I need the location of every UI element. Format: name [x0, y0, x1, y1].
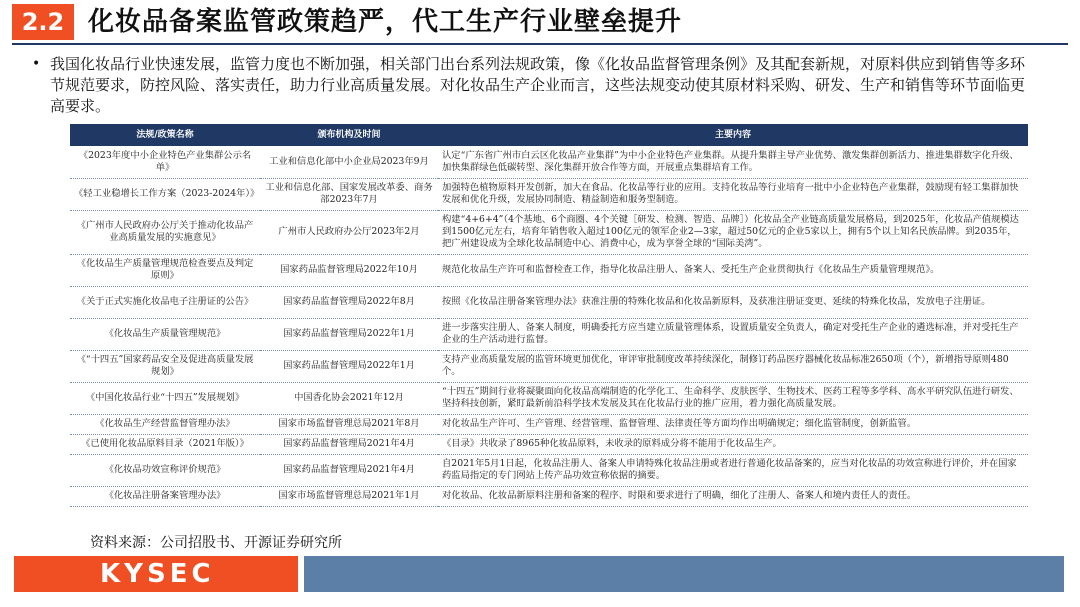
policy-org-cell: 工业和信息化部中小企业局2023年9月 [260, 146, 438, 178]
footer-logo-block [14, 556, 298, 592]
column-header-org: 颁布机构及时间 [260, 124, 438, 146]
policy-org-cell: 国家药品监督管理局2022年8月 [260, 286, 438, 318]
slide-title: 化妆品备案监管政策趋严，代工生产行业壁垒提升 [88, 7, 683, 37]
table-row [70, 286, 1028, 318]
intro-paragraph [32, 54, 1030, 117]
policy-content-cell: 对化妆品生产许可、生产管理、经营管理、监督管理、法律责任等方面均作出明确规定；细化监管制度，创新监管。 [438, 414, 1028, 434]
policy-org-cell: 国家药品监督管理局2021年4月 [260, 454, 438, 486]
source-note: 资料来源：公司招股书、开源证券研究所 [90, 535, 342, 551]
policy-name-cell: 《“十四五”国家药品安全及促进高质量发展规划》 [70, 350, 260, 382]
policy-org-cell: 工业和信息化部、国家发展改革委、商务部2023年7月 [260, 178, 438, 210]
policy-content-cell: 进一步落实注册人、备案人制度，明确委托方应当建立质量管理体系，设置质量安全负责人，确定对受托生产企业的遴选标准，并对受托生产企业的生产活动进行监督。 [438, 318, 1028, 350]
table-header-row [70, 124, 1028, 146]
kysec-logo: KYSEC [100, 559, 215, 589]
slide-header [0, 0, 1080, 44]
policy-content-cell: 支持产业高质量发展的监管环境更加优化，审评审批制度改革持续深化，制修订药品医疗器械化妆品标准2650项（个），新增指导原则480个。 [438, 350, 1028, 382]
title-divider [12, 43, 1068, 45]
intro-text: 我国化妆品行业快速发展，监管力度也不断加强，相关部门出台系列法规政策，像《化妆品监督管理条例》及其配套新规，对原料供应到销售等多环节规范要求，防控风险、落实责任，助力行业高质量发展。对化妆品生产企业而言，这些法规变动使其原材料采购、研发、生产和销售等环节面临更高要求。 [50, 55, 1026, 115]
policy-org-cell: 国家市场监督管理总局2021年1月 [260, 486, 438, 506]
policy-name-cell: 《2023年度中小企业特色产业集群公示名单》 [70, 146, 260, 178]
table-row [70, 434, 1028, 454]
policy-content-cell: “十四五”期间行业将凝聚面向化妆品高端制造的化学化工、生命科学、皮肤医学、生物技术、医药工程等多学科、高水平研究队伍进行研发、坚持科技创新，紧盯最新前沿科学技术发展及其在化妆品行业的推广应用，着力强化高质量发展。 [438, 382, 1028, 414]
policy-name-cell: 《广州市人民政府办公厅关于推动化妆品产业高质量发展的实施意见》 [70, 210, 260, 254]
policy-org-cell: 国家药品监督管理局2022年1月 [260, 350, 438, 382]
column-header-name: 法规/政策名称 [70, 124, 260, 146]
policy-org-cell: 国家药品监督管理局2022年10月 [260, 254, 438, 286]
policy-org-cell: 国家市场监督管理总局2021年8月 [260, 414, 438, 434]
table-row [70, 254, 1028, 286]
policy-content-cell: 按照《化妆品注册备案管理办法》获准注册的特殊化妆品和化妆品新原料，及获准注册证变更、延续的特殊化妆品，发放电子注册证。 [438, 286, 1028, 318]
table-row [70, 486, 1028, 506]
policy-content-cell: 规范化妆品生产许可和监督检查工作，指导化妆品注册人、备案人、受托生产企业贯彻执行《化妆品生产质量管理规范》。 [438, 254, 1028, 286]
table-row [70, 382, 1028, 414]
section-number-badge: 2.2 [12, 4, 74, 40]
policy-name-cell: 《化妆品功效宣称评价规范》 [70, 454, 260, 486]
table-row [70, 146, 1028, 178]
policy-name-cell: 《化妆品生产质量管理规范》 [70, 318, 260, 350]
policy-org-cell: 广州市人民政府办公厅2023年2月 [260, 210, 438, 254]
policy-content-cell: 《目录》共收录了8965种化妆品原料，未收录的原料成分将不能用于化妆品生产。 [438, 434, 1028, 454]
table-row [70, 318, 1028, 350]
policy-table [70, 124, 1028, 507]
policy-name-cell: 《关于正式实施化妆品电子注册证的公告》 [70, 286, 260, 318]
policy-name-cell: 《化妆品注册备案管理办法》 [70, 486, 260, 506]
policy-content-cell: 自2021年5月1日起，化妆品注册人、备案人申请特殊化妆品注册或者进行普通化妆品备案的，应当对化妆品的功效宣称进行评价，并在国家药监局指定的专门网站上传产品功效宣称依据的摘要。 [438, 454, 1028, 486]
policy-org-cell: 国家药品监督管理局2021年4月 [260, 434, 438, 454]
table-row [70, 454, 1028, 486]
table-row [70, 178, 1028, 210]
column-header-content: 主要内容 [438, 124, 1028, 146]
policy-name-cell: 《已使用化妆品原料目录（2021年版）》 [70, 434, 260, 454]
policy-name-cell: 《轻工业稳增长工作方案（2023-2024年）》 [70, 178, 260, 210]
policy-name-cell: 《化妆品生产质量管理规范检查要点及判定原则》 [70, 254, 260, 286]
bullet-icon: • [32, 56, 41, 72]
table-row [70, 414, 1028, 434]
table-row [70, 210, 1028, 254]
footer-bar [304, 556, 1064, 592]
policy-content-cell: 对化妆品、化妆品新原料注册和备案的程序、时限和要求进行了明确，细化了注册人、备案人和境内责任人的责任。 [438, 486, 1028, 506]
policy-content-cell: 构建“4+6+4”（4个基地、6个商圈、4个关键［研发、检测、智造、品牌］）化妆品全产业链高质量发展格局，到2025年，化妆品产值规模达到1500亿元左右，培育年销售收入超过100亿元的领军企业2—3家，超过50亿元的企业5家以上，拥有5个以上知名民族品牌。到2035年，把广州建设成为全球化妆品制造中心、消费中心，成为享誉全球的“国际美湾”。 [438, 210, 1028, 254]
policy-name-cell: 《化妆品生产经营监督管理办法》 [70, 414, 260, 434]
policy-name-cell: 《中国化妆品行业“十四五”发展规划》 [70, 382, 260, 414]
policy-org-cell: 中国香化协会2021年12月 [260, 382, 438, 414]
policy-content-cell: 加强特色植物原料开发创新，加大在食品、化妆品等行业的应用。支持化妆品等行业培育一批中小企业特色产业集群，鼓励现有轻工集群加快发展和优化升级，发展协同制造、精益制造和服务型制造。 [438, 178, 1028, 210]
policy-org-cell: 国家药品监督管理局2022年1月 [260, 318, 438, 350]
table-row [70, 350, 1028, 382]
policy-content-cell: 认定“广东省广州市白云区化妆品产业集群”为中小企业特色产业集群。从提升集群主导产业优势、激发集群创新活力、推进集群数字化升级、加快集群绿色低碳转型、深化集群开放合作等方面，开展重点集群培育工作。 [438, 146, 1028, 178]
